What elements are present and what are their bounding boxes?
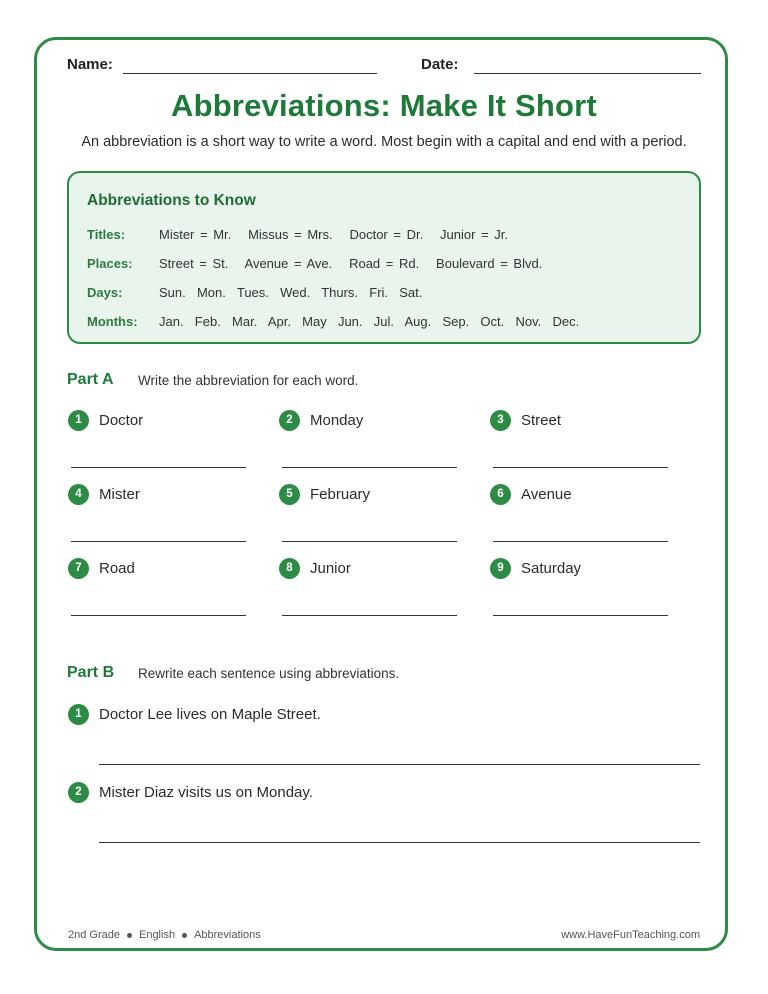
word-prompt: Avenue [521, 486, 572, 503]
box-row-titles [87, 227, 508, 242]
word-prompt: Doctor [99, 412, 144, 429]
item-number-badge: 1 [68, 410, 89, 431]
item-number-badge: 1 [68, 704, 89, 725]
page-title: Abbreviations: Make It Short [171, 88, 597, 123]
sentence-prompt: Doctor Lee lives on Maple Street. [99, 706, 321, 723]
name-label: Name: [67, 56, 113, 73]
part-a-instruction: Write the abbreviation for each word. [138, 373, 359, 388]
word-prompt: Saturday [521, 560, 582, 577]
bullet-icon [182, 933, 187, 938]
item-number-badge: 4 [68, 484, 89, 505]
part-b-title: Part B [67, 664, 115, 681]
bullet-icon [127, 933, 132, 938]
footer-grade: 2nd Grade [68, 929, 120, 941]
box-row-items: Mister = Mr. Missus = Mrs. Doctor = Dr. Junior = Jr. [159, 227, 508, 242]
word-prompt: Mister [99, 486, 140, 503]
answer-line[interactable] [493, 467, 668, 468]
answer-line[interactable] [282, 615, 457, 616]
part-a-title: Part A [67, 371, 114, 388]
word-prompt: Street [521, 412, 562, 429]
item-number-badge: 8 [279, 558, 300, 579]
item-number-badge: 3 [490, 410, 511, 431]
item-number-badge: 5 [279, 484, 300, 505]
answer-line[interactable] [282, 467, 457, 468]
word-prompt: Junior [310, 560, 351, 577]
name-write-line[interactable] [123, 73, 377, 74]
box-row-items: Street = St. Avenue = Ave. Road = Rd. Boulevard = Blvd. [159, 256, 543, 271]
item-number-badge: 6 [490, 484, 511, 505]
box-row-label: Titles: [87, 227, 126, 242]
footer-website: www.HaveFunTeaching.com [561, 929, 700, 941]
box-row-label: Places: [87, 256, 133, 271]
answer-line[interactable] [493, 615, 668, 616]
box-row-places [87, 256, 542, 271]
answer-line[interactable] [71, 541, 246, 542]
date-write-line[interactable] [474, 73, 701, 74]
date-label: Date: [421, 56, 459, 73]
box-row-label: Months: [87, 314, 138, 329]
word-prompt: Road [99, 560, 135, 577]
footer-tags [68, 929, 261, 941]
item-number-badge: 7 [68, 558, 89, 579]
answer-line[interactable] [282, 541, 457, 542]
word-prompt: Monday [310, 412, 364, 429]
box-row-months [87, 314, 579, 329]
answer-line[interactable] [71, 467, 246, 468]
item-number-badge: 2 [279, 410, 300, 431]
word-prompt: February [310, 486, 371, 503]
box-row-days [87, 285, 422, 300]
item-number-badge: 9 [490, 558, 511, 579]
box-row-items: Jan. Feb. Mar. Apr. May Jun. Jul. Aug. Sep. Oct. Nov. Dec. [159, 314, 580, 329]
footer-topic: Abbreviations [194, 929, 261, 941]
part-b-instruction: Rewrite each sentence using abbreviations. [138, 666, 400, 681]
intro-text: An abbreviation is a short way to write a word. Most begin with a capital and end with a period. [81, 134, 687, 150]
sentence-answer-line[interactable] [99, 764, 700, 765]
item-number-badge: 2 [68, 782, 89, 803]
box-row-items: Sun. Mon. Tues. Wed. Thurs. Fri. Sat. [159, 285, 423, 300]
footer-subject: English [138, 929, 176, 941]
box-title: Abbreviations to Know [87, 192, 256, 209]
answer-line[interactable] [71, 615, 246, 616]
answer-line[interactable] [493, 541, 668, 542]
sentence-prompt: Mister Diaz visits us on Monday. [99, 784, 313, 801]
sentence-answer-line[interactable] [99, 842, 700, 843]
abbreviations-to-know-box [67, 171, 701, 344]
box-row-label: Days: [87, 285, 123, 300]
